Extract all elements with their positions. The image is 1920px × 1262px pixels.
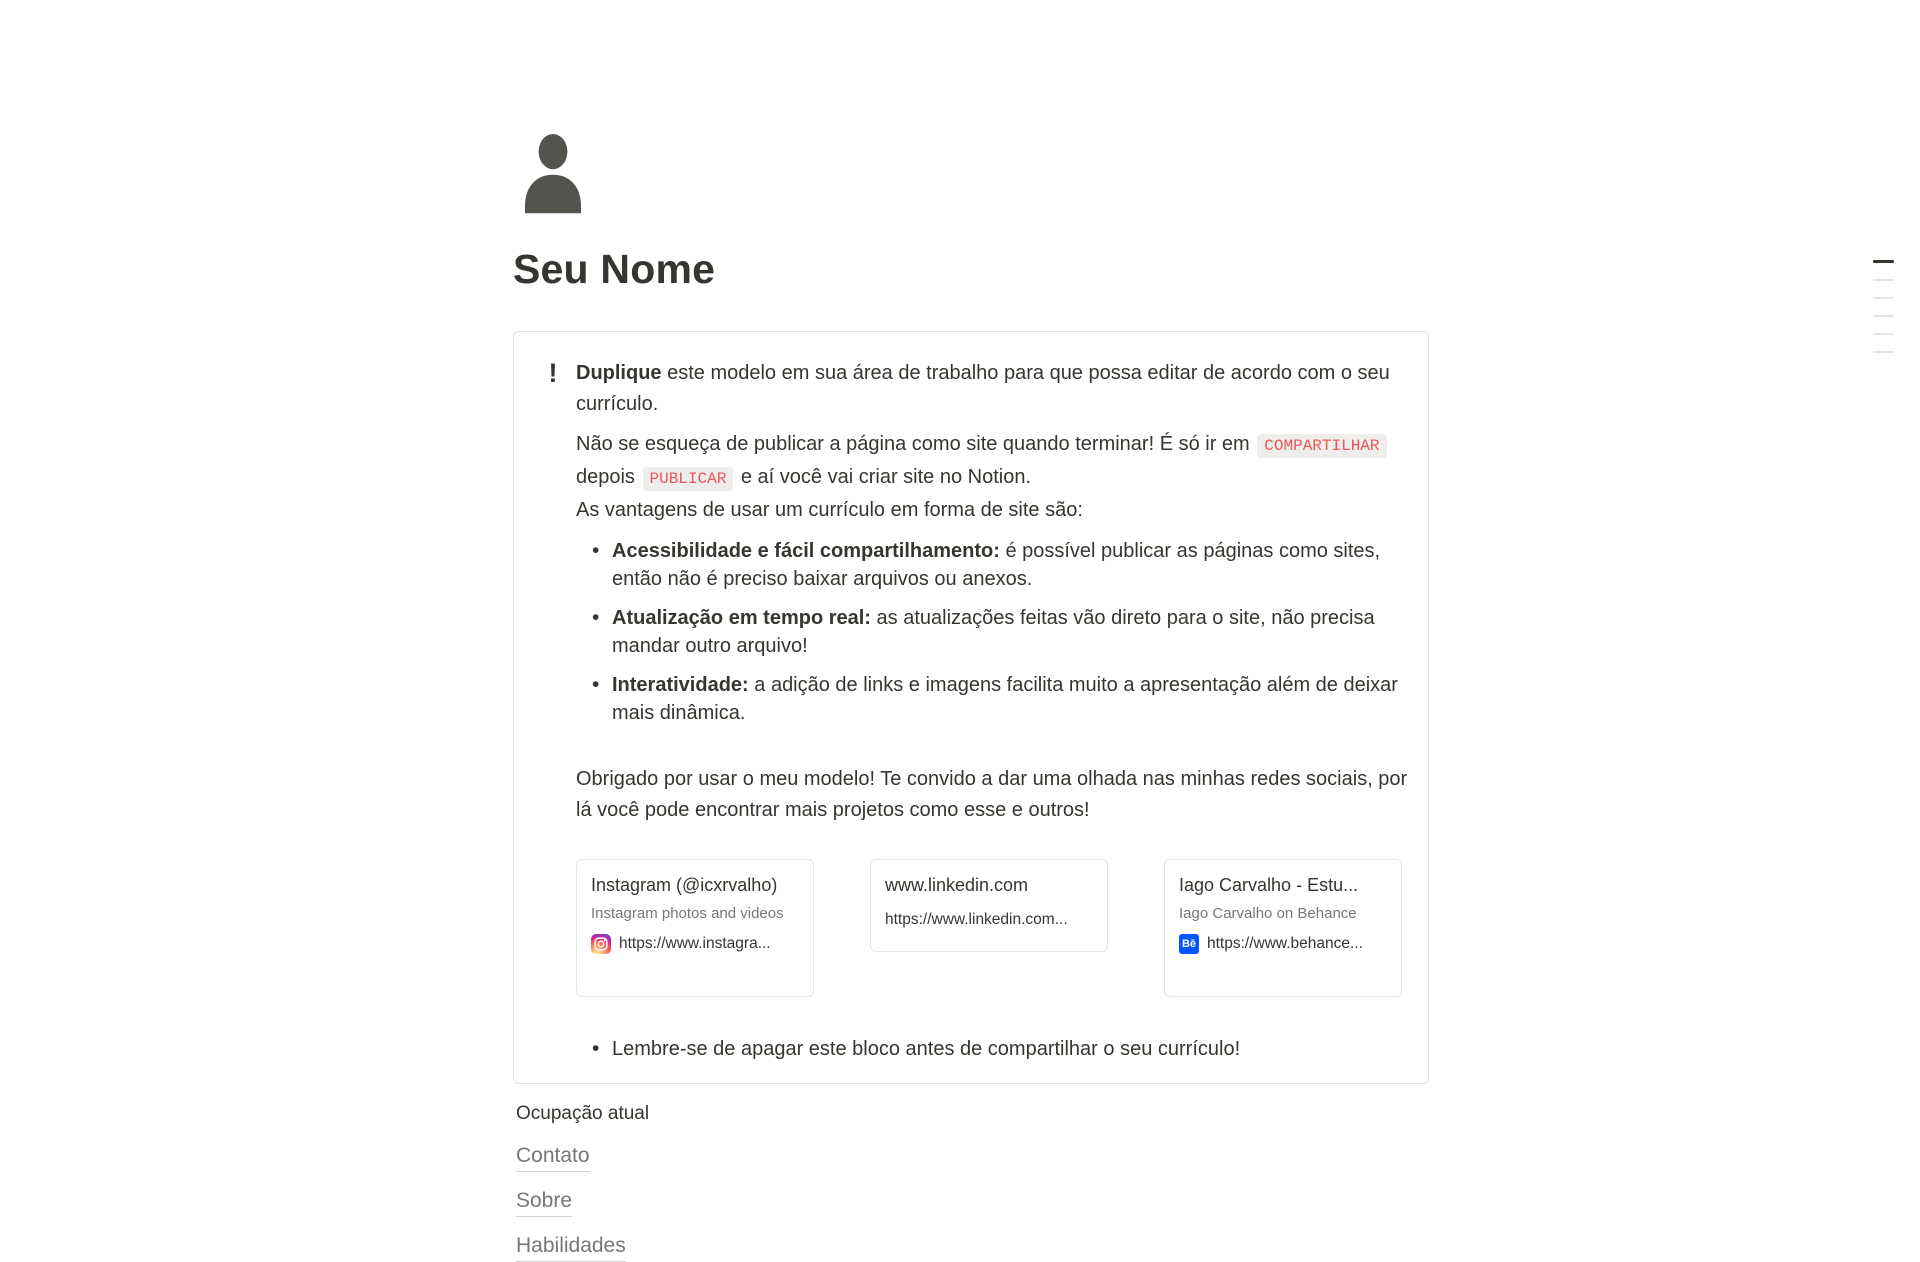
list-item-text: a adição de links e imagens facilita muito a apresentação além de deixar mais dinâmica. bbox=[612, 674, 1398, 724]
bold-text: Duplique bbox=[576, 362, 662, 384]
bold-text: Atualização em tempo real: bbox=[612, 607, 871, 629]
paragraph-text: depois bbox=[576, 466, 641, 488]
bookmark-url: https://www.linkedin.com... bbox=[885, 911, 1068, 928]
page-title[interactable]: Seu Nome bbox=[513, 246, 716, 292]
bookmark-cards bbox=[576, 859, 1412, 997]
bookmark-url: https://www.instagra... bbox=[619, 935, 771, 952]
bookmark-card-linkedin[interactable] bbox=[870, 859, 1108, 952]
section-link-habilidades[interactable] bbox=[516, 1232, 1432, 1262]
paragraph-text: Não se esqueça de publicar a página como site quando terminar! É só ir em bbox=[576, 433, 1256, 455]
bold-text: Interatividade: bbox=[612, 674, 749, 696]
list-item bbox=[576, 537, 1412, 593]
inline-code-publicar: PUBLICAR bbox=[643, 467, 734, 491]
list-item-text: as atualizações feitas vão direto para o site, não precisa mandar outro arquivo! bbox=[612, 607, 1375, 657]
section-link-label[interactable]: Habilidades bbox=[516, 1232, 626, 1262]
toc-line[interactable] bbox=[1873, 315, 1894, 317]
list-item bbox=[576, 1035, 1412, 1063]
list-item-text: Lembre-se de apagar este bloco antes de compartilhar o seu currículo! bbox=[612, 1038, 1241, 1060]
list-item bbox=[576, 671, 1412, 727]
callout-block bbox=[513, 331, 1429, 1084]
list-item bbox=[576, 604, 1412, 660]
bookmark-title: Instagram (@icxrvalho) bbox=[591, 875, 778, 895]
callout-paragraph-duplicate bbox=[576, 358, 1412, 420]
page-content bbox=[513, 0, 1432, 1262]
toc-line[interactable] bbox=[1873, 351, 1894, 353]
bookmark-title: www.linkedin.com bbox=[885, 875, 1029, 895]
toc-line[interactable] bbox=[1873, 279, 1894, 281]
bookmark-card-behance[interactable] bbox=[1164, 859, 1402, 997]
section-link-label[interactable]: Contato bbox=[516, 1142, 590, 1172]
list-item-text: é possível publicar as páginas como sites, então não é preciso baixar arquivos ou anexos. bbox=[612, 540, 1381, 590]
behance-icon: Bē bbox=[1179, 934, 1199, 954]
paragraph-text: e aí você vai criar site no Notion. bbox=[735, 466, 1032, 488]
toc-line[interactable] bbox=[1873, 297, 1894, 299]
bookmark-title: Iago Carvalho - Estu... bbox=[1179, 875, 1359, 895]
bookmark-card-instagram[interactable] bbox=[576, 859, 814, 997]
section-link-sobre[interactable] bbox=[516, 1187, 1432, 1217]
bookmark-description: Instagram photos and videos bbox=[591, 905, 784, 922]
thanks-paragraph: Obrigado por usar o meu modelo! Te convido a dar uma olhada nas minhas redes sociais, por lá você pode encontrar mais projetos como esse e outros! bbox=[576, 768, 1408, 821]
bookmark-description: Iago Carvalho on Behance bbox=[1179, 905, 1357, 922]
callout-paragraph-publish bbox=[576, 429, 1412, 526]
exclamation-icon: ! bbox=[548, 358, 558, 388]
advantages-list bbox=[576, 537, 1412, 727]
section-link-contato[interactable] bbox=[516, 1142, 1432, 1172]
reminder-list bbox=[576, 1035, 1412, 1063]
instagram-icon bbox=[591, 934, 611, 954]
toc-line-active[interactable] bbox=[1873, 260, 1894, 263]
toc-line[interactable] bbox=[1873, 333, 1894, 335]
bold-text: Acessibilidade e fácil compartilhamento: bbox=[612, 540, 1000, 562]
section-link-label[interactable]: Sobre bbox=[516, 1187, 572, 1217]
bookmark-url: https://www.behance... bbox=[1207, 935, 1363, 952]
inline-code-compartilhar: COMPARTILHAR bbox=[1257, 434, 1386, 458]
occupation-label[interactable]: Ocupação atual bbox=[516, 1103, 650, 1124]
paragraph-text: este modelo em sua área de trabalho para que possa editar de acordo com o seu currículo. bbox=[576, 362, 1390, 415]
table-of-contents[interactable] bbox=[1873, 260, 1894, 353]
person-icon[interactable] bbox=[513, 130, 593, 218]
callout-body bbox=[576, 358, 1412, 1071]
paragraph-text: As vantagens de usar um currículo em forma de site são: bbox=[576, 499, 1083, 521]
